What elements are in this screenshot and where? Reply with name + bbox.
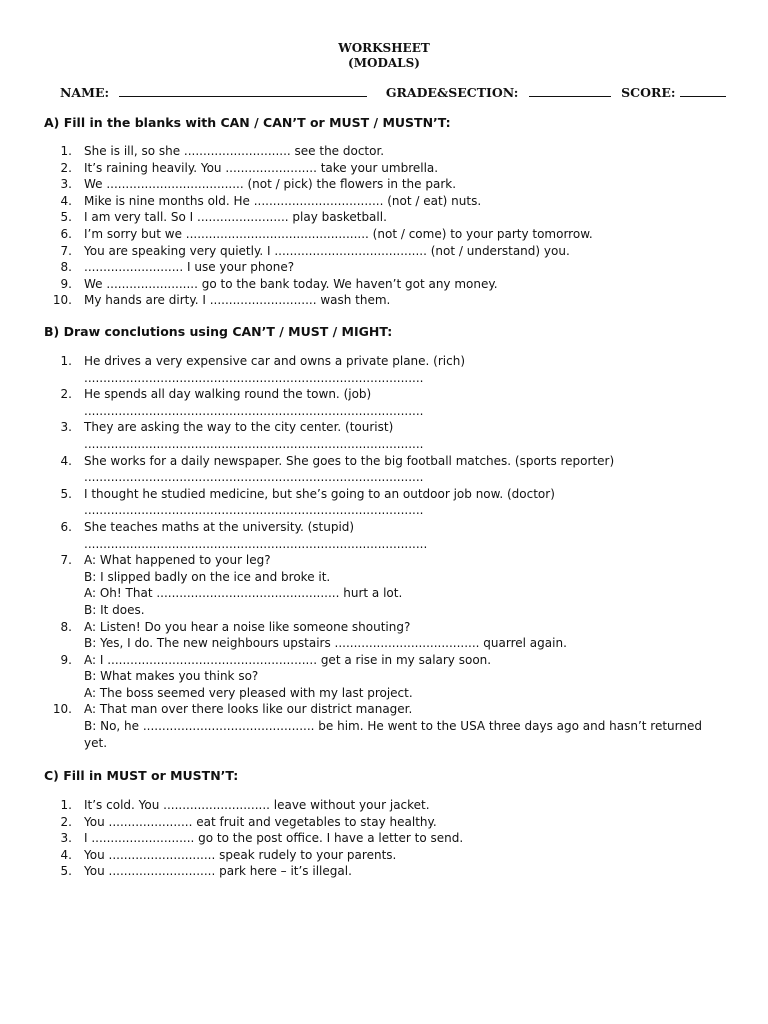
item-number: 9. (60, 276, 72, 291)
item-line: ......................................................................................... (84, 436, 424, 451)
item-number: 2. (60, 160, 72, 175)
grade-section-label: GRADE&SECTION: (385, 85, 519, 100)
item-number: 6. (60, 226, 72, 241)
item-number: 1. (60, 798, 72, 812)
exercise-item (44, 209, 734, 226)
item-number: 3. (60, 831, 72, 846)
item-line: Mike is nine months old. He .................................. (not / eat) nuts. (84, 193, 482, 208)
item-line: A: I ....................................................... get a rise in my salary soon. (84, 652, 492, 667)
item-number: 10. (52, 702, 72, 717)
exercise-item (44, 486, 734, 519)
exercise-item (44, 830, 734, 847)
item-number: 10. (52, 293, 72, 308)
item-line: It’s cold. You ............................ leave without your jacket. (84, 798, 430, 812)
item-number: 3. (60, 177, 72, 192)
item-number: 6. (60, 519, 72, 534)
exercise-item (44, 453, 734, 486)
exercise-item (44, 419, 734, 452)
item-line: They are asking the way to the city center. (tourist) (84, 420, 394, 435)
section-b-title: B) Draw conclutions using CAN’T / MUST / MIGHT: (44, 324, 393, 339)
item-line: He drives a very expensive car and owns a private plane. (rich) (84, 354, 466, 368)
section-b-list (44, 353, 734, 751)
score-label: SCORE: (621, 85, 676, 100)
item-line: You ............................ speak rudely to your parents. (84, 847, 397, 862)
exercise-item (44, 259, 734, 276)
exercise-item (44, 243, 734, 260)
item-line: We ........................ go to the bank today. We haven’t got any money. (84, 276, 498, 291)
item-number: 8. (60, 260, 72, 275)
item-line: I ........................... go to the post office. I have a letter to send. (84, 831, 464, 846)
exercise-item (44, 160, 734, 177)
section-a-list (44, 143, 734, 309)
exercise-item (44, 619, 734, 652)
section-c-list (44, 797, 734, 880)
item-number: 3. (60, 420, 72, 435)
name-label: NAME: (60, 85, 110, 100)
name-blank[interactable] (119, 84, 367, 97)
item-number: 5. (60, 486, 72, 501)
exercise-item (44, 386, 734, 419)
exercise-item (44, 814, 734, 831)
exercise-item (44, 847, 734, 864)
item-line: She works for a daily newspaper. She goes to the big football matches. (sports reporter) (84, 453, 615, 468)
exercise-item (44, 552, 734, 618)
worksheet-title: WORKSHEET (338, 41, 430, 55)
item-line: A: Oh! That ................................................ hurt a lot. (84, 586, 403, 601)
item-line: I am very tall. So I ........................ play basketball. (84, 210, 387, 225)
item-line: You ...................... eat fruit and vegetables to stay healthy. (84, 814, 437, 829)
item-line: A: The boss seemed very pleased with my last project. (84, 685, 413, 700)
item-line: ......................................................................................... (84, 403, 424, 418)
exercise-item (44, 863, 734, 880)
item-line: I’m sorry but we ................................................ (not / come) to your party tomorrow. (84, 226, 593, 241)
item-line: yet. (84, 735, 108, 750)
score-blank[interactable] (680, 84, 726, 97)
item-line: B: What makes you think so? (84, 669, 259, 684)
item-line: B: I slipped badly on the ice and broke it. (84, 569, 331, 584)
item-line: .......................................................................................... (84, 536, 428, 551)
section-a-title: A) Fill in the blanks with CAN / CAN’T or MUST / MUSTN’T: (44, 115, 451, 130)
item-line: My hands are dirty. I ............................ wash them. (84, 293, 391, 308)
item-number: 5. (60, 210, 72, 225)
item-number: 4. (60, 193, 72, 208)
item-number: 1. (60, 144, 72, 158)
item-line: A: What happened to your leg? (84, 553, 271, 568)
item-line: ......................................................................................... (84, 503, 424, 518)
item-number: 4. (60, 847, 72, 862)
item-line: ......................................................................................... (84, 370, 424, 385)
exercise-item (44, 701, 734, 751)
item-line: She teaches maths at the university. (stupid) (84, 519, 355, 534)
item-line: You are speaking very quietly. I ........................................ (not / understand) you. (84, 243, 570, 258)
exercise-item (44, 226, 734, 243)
item-number: 1. (60, 354, 72, 368)
exercise-item (44, 519, 734, 552)
exercise-item (44, 276, 734, 293)
item-line: B: Yes, I do. The new neighbours upstairs ...................................... quarrel again. (84, 636, 567, 651)
exercise-item (44, 143, 734, 160)
item-line: I thought he studied medicine, but she’s going to an outdoor job now. (doctor) (84, 486, 555, 501)
item-line: It’s raining heavily. You ........................ take your umbrella. (84, 160, 439, 175)
item-line: A: Listen! Do you hear a noise like someone shouting? (84, 619, 411, 634)
exercise-item (44, 176, 734, 193)
item-number: 7. (60, 243, 72, 258)
exercise-item (44, 292, 734, 309)
item-line: He spends all day walking round the town. (job) (84, 387, 372, 402)
item-number: 4. (60, 453, 72, 468)
exercise-item (44, 652, 734, 702)
item-line: We .................................... (not / pick) the flowers in the park. (84, 177, 457, 192)
item-line: You ............................ park here – it’s illegal. (84, 864, 352, 879)
item-number: 5. (60, 864, 72, 879)
item-number: 2. (60, 387, 72, 402)
item-line: A: That man over there looks like our district manager. (84, 702, 413, 717)
student-info-row (60, 84, 720, 102)
item-line: B: It does. (84, 602, 145, 617)
item-line: B: No, he ............................................. be him. He went to the USA three days ago and hasn’t returned (84, 719, 702, 734)
exercise-item (44, 353, 734, 386)
item-line: ......................................................................................... (84, 470, 424, 485)
section-c-title: C) Fill in MUST or MUSTN’T: (44, 768, 239, 783)
grade-section-blank[interactable] (529, 84, 611, 97)
item-number: 8. (60, 619, 72, 634)
item-line: She is ill, so she ............................ see the doctor. (84, 144, 385, 158)
item-number: 9. (60, 652, 72, 667)
worksheet-subtitle: (MODALS) (348, 56, 420, 70)
exercise-item (44, 797, 734, 814)
item-number: 2. (60, 814, 72, 829)
exercise-item (44, 193, 734, 210)
item-line: .......................... I use your phone? (84, 260, 295, 275)
item-number: 7. (60, 553, 72, 568)
